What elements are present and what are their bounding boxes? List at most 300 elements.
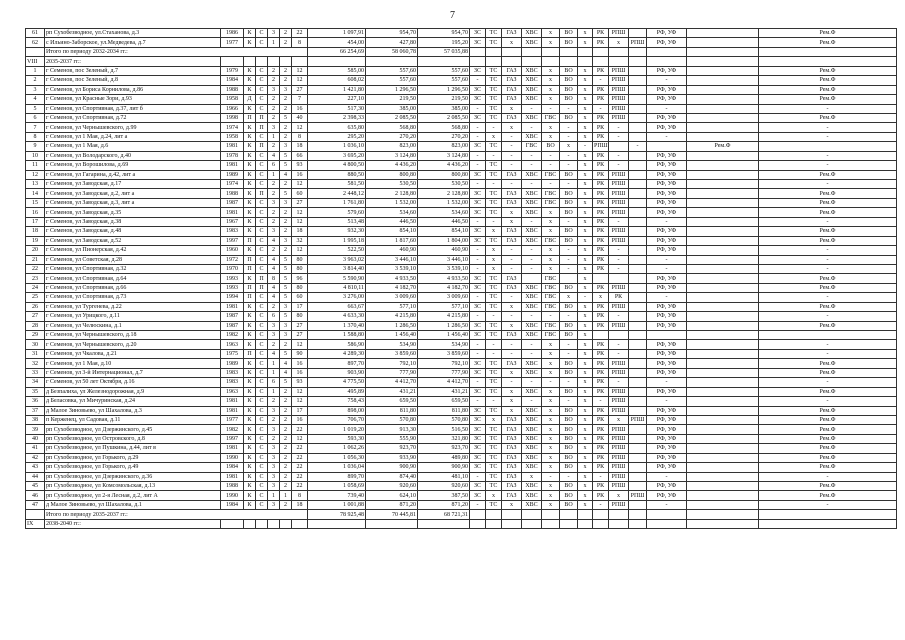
table-cell: РФ, УФ [647, 180, 687, 189]
table-cell: 4 933,50 [366, 274, 418, 283]
table-cell: 1963 [221, 387, 244, 396]
table-cell: 6 [268, 312, 280, 321]
table-cell: х [578, 264, 593, 273]
table-cell: П [244, 113, 256, 122]
table-cell: ГАЗ [502, 482, 522, 491]
table-cell: 4 436,20 [418, 161, 470, 170]
table-cell [609, 274, 629, 283]
table-cell: 585,00 [308, 66, 366, 75]
table-cell: ГАЗ [502, 66, 522, 75]
table-cell: 80 [292, 283, 308, 292]
table-cell: 3 [280, 331, 292, 340]
table-cell: Рем.Ф [759, 387, 897, 396]
table-cell: С [256, 453, 268, 462]
table-row [26, 123, 897, 132]
table-cell: ХВС [522, 208, 542, 217]
table-cell: К [244, 85, 256, 94]
table-cell: 1993 [221, 274, 244, 283]
table-cell: РК [593, 123, 609, 132]
table-cell: ХВС [522, 500, 542, 509]
table-cell: ВО [560, 227, 578, 236]
table-cell: ТС [486, 321, 502, 330]
table-cell: - [522, 104, 542, 113]
table-cell: ЗС [470, 85, 486, 94]
table-cell: РФ, УФ [647, 434, 687, 443]
table-cell [687, 472, 759, 481]
table-cell: ЗС [470, 274, 486, 283]
table-cell [687, 217, 759, 226]
table-cell: РФ, УФ [647, 453, 687, 462]
table-cell [687, 113, 759, 122]
table-cell: х [578, 331, 593, 340]
table-cell: Рем.Ф [759, 368, 897, 377]
table-cell [629, 349, 647, 358]
table-cell: - [593, 76, 609, 85]
table-cell: Рем.Ф [759, 491, 897, 500]
table-cell: 5 [280, 161, 292, 170]
table-cell: 7 [292, 95, 308, 104]
table-cell: ЗС [470, 463, 486, 472]
table-cell: ЗС [470, 142, 486, 151]
table-cell: - [647, 293, 687, 302]
table-cell [687, 246, 759, 255]
table-cell: РК [593, 66, 609, 75]
table-cell: 900,90 [418, 463, 470, 472]
table-cell: Рем.Ф [759, 208, 897, 217]
table-cell: С [256, 302, 268, 311]
table-cell: 12 [292, 208, 308, 217]
table-cell: С [256, 368, 268, 377]
table-cell: РК [593, 444, 609, 453]
table-cell: ВО [560, 95, 578, 104]
table-cell: К [244, 132, 256, 141]
table-cell: П [256, 113, 268, 122]
table-cell [560, 274, 578, 283]
table-cell: - [609, 264, 629, 273]
table-cell: 21 [26, 255, 45, 264]
table-cell: С [256, 359, 268, 368]
table-cell: Рем.Ф [759, 113, 897, 122]
table-cell: 1981 [221, 142, 244, 151]
table-row [26, 434, 897, 443]
table-cell: х [542, 29, 560, 38]
table-cell: - [522, 217, 542, 226]
table-cell [629, 312, 647, 321]
table-cell: 4 [268, 236, 280, 245]
table-row [26, 198, 897, 207]
table-cell: ТС [486, 38, 502, 47]
table-cell: 495,89 [308, 387, 366, 396]
table-row [26, 180, 897, 189]
table-cell: 14 [26, 189, 45, 198]
table-cell: 4 810,11 [308, 283, 366, 292]
table-cell: 1981 [221, 406, 244, 415]
table-cell: - [470, 246, 486, 255]
table-cell: 1990 [221, 453, 244, 462]
table-cell: - [470, 123, 486, 132]
table-cell: 3 [26, 85, 45, 94]
table-cell: 3 859,60 [418, 349, 470, 358]
table-cell: 3 539,10 [418, 264, 470, 273]
table-cell: 2 085,50 [418, 113, 470, 122]
table-cell: К [244, 142, 256, 151]
table-cell: 1 817,60 [366, 236, 418, 245]
table-cell: 1970 [221, 264, 244, 273]
table-cell [687, 312, 759, 321]
table-cell: С [256, 95, 268, 104]
table-cell: 5 590,90 [308, 274, 366, 283]
table-cell: С [256, 434, 268, 443]
table-cell: 4 289,30 [308, 349, 366, 358]
table-cell: С [256, 38, 268, 47]
table-cell: 2 [268, 104, 280, 113]
table-cell: - [609, 255, 629, 264]
table-cell: - [647, 378, 687, 387]
table-cell: - [542, 312, 560, 321]
table-cell: 60 [292, 189, 308, 198]
table-cell [629, 151, 647, 160]
table-cell: К [244, 208, 256, 217]
table-cell: 5 [280, 113, 292, 122]
table-cell: х [578, 340, 593, 349]
table-cell: - [486, 397, 502, 406]
table-cell: 2 [280, 29, 292, 38]
table-cell: - [470, 264, 486, 273]
table-cell: К [244, 66, 256, 75]
address-cell: г Семенов, ул Заводская, д.3, лит а [45, 198, 221, 207]
table-cell: 47 [26, 500, 45, 509]
table-cell: С [256, 29, 268, 38]
table-cell: 16 [292, 104, 308, 113]
table-cell: - [470, 472, 486, 481]
table-cell: 39 [26, 425, 45, 434]
table-cell: х [542, 123, 560, 132]
table-cell: 1988 [221, 85, 244, 94]
table-cell: 26 [26, 302, 45, 311]
table-cell: РК [593, 482, 609, 491]
table-cell: 2 [268, 217, 280, 226]
table-cell: С [256, 255, 268, 264]
housing-register-table [25, 28, 897, 529]
table-cell: С [256, 217, 268, 226]
table-cell: 2 [280, 227, 292, 236]
table-cell: ХВС [522, 425, 542, 434]
table-cell: ГАЗ [502, 453, 522, 462]
table-cell: 739,40 [308, 491, 366, 500]
address-cell: г Семенов, ул Бориса Корнилова, д.86 [45, 85, 221, 94]
table-cell: - [522, 397, 542, 406]
table-cell: - [560, 349, 578, 358]
table-row [26, 170, 897, 179]
table-cell: х [578, 29, 593, 38]
table-cell: 27 [292, 85, 308, 94]
table-cell: С [256, 208, 268, 217]
table-cell: РПШ [629, 491, 647, 500]
table-cell: ЗС [470, 208, 486, 217]
table-cell: - [522, 180, 542, 189]
subtotal-value: 66 254,69 [308, 47, 366, 56]
table-row [26, 397, 897, 406]
table-cell [629, 198, 647, 207]
table-cell: 1 [268, 38, 280, 47]
table-cell: ВО [560, 425, 578, 434]
table-cell [629, 500, 647, 509]
table-cell: 2 [280, 246, 292, 255]
table-cell: ГАЗ [502, 29, 522, 38]
table-cell: 62 [26, 38, 45, 47]
table-cell [629, 123, 647, 132]
table-cell: - [560, 397, 578, 406]
table-cell [647, 142, 687, 151]
table-cell: х [542, 491, 560, 500]
table-cell: 42 [26, 453, 45, 462]
table-row [26, 283, 897, 292]
table-cell: - [542, 378, 560, 387]
table-cell [609, 331, 629, 340]
table-cell: 1989 [221, 170, 244, 179]
table-row [26, 302, 897, 311]
table-cell: РПШ [609, 236, 629, 245]
table-cell: 60 [292, 293, 308, 302]
table-cell: - [647, 217, 687, 226]
address-cell: г Семенов, ул Пионерская, д.42 [45, 246, 221, 255]
table-cell: 3 [268, 500, 280, 509]
table-cell: 25 [26, 293, 45, 302]
table-cell: х [593, 293, 609, 302]
table-cell: 5 [280, 378, 292, 387]
table-cell: 4 215,80 [418, 312, 470, 321]
table-cell: ТС [486, 208, 502, 217]
table-cell [629, 302, 647, 311]
table-cell: 4 182,70 [418, 283, 470, 292]
table-cell: 19 [26, 236, 45, 245]
table-cell: П [244, 349, 256, 358]
table-cell: 5 [26, 104, 45, 113]
table-cell: - [759, 349, 897, 358]
address-cell: г Семенов, ул 1 Мая, д.10 [45, 359, 221, 368]
table-cell: х [578, 170, 593, 179]
table-cell: РФ, УФ [647, 189, 687, 198]
table-cell: 871,20 [418, 500, 470, 509]
table-cell: х [522, 472, 542, 481]
table-cell: - [759, 472, 897, 481]
table-cell: 1 286,50 [418, 321, 470, 330]
table-cell: 22 [26, 264, 45, 273]
table-cell: 44 [26, 472, 45, 481]
table-cell: х [578, 113, 593, 122]
section-label: 2035-2037 гг.: [45, 57, 221, 66]
address-cell: г Семенов, ул Спортивная, д.64 [45, 274, 221, 283]
table-cell: С [256, 198, 268, 207]
table-cell: 2 128,80 [418, 189, 470, 198]
address-cell: г Семенов, ул Чернышевского, д.99 [45, 123, 221, 132]
table-cell: 18 [26, 227, 45, 236]
address-cell: г Семенов, ул Урицкого, д.11 [45, 312, 221, 321]
table-cell: 5 [280, 293, 292, 302]
table-cell: 3 446,10 [366, 255, 418, 264]
table-cell: - [759, 340, 897, 349]
table-cell: - [470, 132, 486, 141]
table-cell: РПШ [609, 76, 629, 85]
table-cell: 2 [280, 132, 292, 141]
table-cell: К [244, 359, 256, 368]
table-cell: 1 001,88 [308, 500, 366, 509]
table-cell: х [578, 491, 593, 500]
table-cell: 6 [26, 113, 45, 122]
table-cell: ГАЗ [502, 95, 522, 104]
table-cell: 13 [26, 180, 45, 189]
table-cell [629, 397, 647, 406]
table-cell: ГАЗ [502, 170, 522, 179]
table-cell: РФ, УФ [647, 463, 687, 472]
table-cell: П [256, 123, 268, 132]
table-cell: 586,90 [308, 340, 366, 349]
table-row [26, 38, 897, 47]
table-cell: х [542, 463, 560, 472]
table-cell: П [256, 283, 268, 292]
table-cell: 923,70 [418, 444, 470, 453]
table-cell: ГАЗ [502, 198, 522, 207]
table-cell: х [542, 387, 560, 396]
table-cell: 792,10 [366, 359, 418, 368]
table-cell: ГАЗ [502, 274, 522, 283]
table-cell: РК [593, 349, 609, 358]
table-cell: 1988 [221, 482, 244, 491]
table-cell: РК [593, 189, 609, 198]
table-cell: ЗС [470, 331, 486, 340]
table-cell: ВО [560, 415, 578, 424]
table-cell [629, 180, 647, 189]
table-cell: 28 [26, 321, 45, 330]
table-cell: Рем.Ф [759, 66, 897, 75]
table-cell: 219,50 [418, 95, 470, 104]
table-cell: П [244, 236, 256, 245]
table-cell: - [647, 500, 687, 509]
table-cell: К [244, 76, 256, 85]
table-cell: - [502, 180, 522, 189]
table-cell: ВО [560, 198, 578, 207]
table-cell: 1975 [221, 349, 244, 358]
table-cell: РК [593, 170, 609, 179]
table-row [26, 359, 897, 368]
table-cell: К [244, 415, 256, 424]
table-cell: РПШ [609, 283, 629, 292]
table-cell: РФ, УФ [647, 444, 687, 453]
table-cell: 4 [268, 349, 280, 358]
table-cell: РК [593, 161, 609, 170]
table-cell: 4 633,30 [308, 312, 366, 321]
table-cell: РПШ [609, 95, 629, 104]
table-cell: РПШ [609, 321, 629, 330]
table-cell: 2 [280, 415, 292, 424]
table-cell: ВО [560, 38, 578, 47]
table-cell: - [759, 246, 897, 255]
table-cell: 37 [26, 406, 45, 415]
table-cell [629, 378, 647, 387]
table-cell [629, 236, 647, 245]
table-row [26, 321, 897, 330]
section-number: VIII [26, 57, 45, 66]
table-row [26, 472, 897, 481]
table-row [26, 29, 897, 38]
table-cell: х [542, 368, 560, 377]
table-cell: 1984 [221, 76, 244, 85]
table-cell: РК [593, 491, 609, 500]
table-cell [687, 180, 759, 189]
table-cell: П [256, 274, 268, 283]
table-cell: 871,20 [366, 500, 418, 509]
table-row [26, 293, 897, 302]
address-cell: рп Сухобезводное, ул Горького, д.49 [45, 463, 221, 472]
table-cell: 1 [268, 491, 280, 500]
table-cell: ВО [542, 142, 560, 151]
table-cell: - [502, 340, 522, 349]
table-cell: 920,60 [366, 482, 418, 491]
table-cell: ВО [560, 463, 578, 472]
table-cell: 4 215,80 [366, 312, 418, 321]
table-cell: 2 [268, 302, 280, 311]
table-cell: 923,70 [366, 444, 418, 453]
table-cell: 2 128,80 [366, 189, 418, 198]
table-cell: х [502, 500, 522, 509]
table-cell: 1 532,00 [418, 198, 470, 207]
table-cell: К [244, 198, 256, 207]
table-cell: К [244, 368, 256, 377]
table-cell: 22 [292, 444, 308, 453]
table-cell: РФ, УФ [647, 151, 687, 160]
table-cell: 823,00 [366, 142, 418, 151]
table-cell: - [609, 151, 629, 160]
table-cell: х [578, 425, 593, 434]
table-cell: х [609, 415, 629, 424]
table-cell: х [578, 161, 593, 170]
table-cell: РФ, УФ [647, 170, 687, 179]
table-cell: - [522, 378, 542, 387]
table-cell: - [759, 312, 897, 321]
table-cell: Рем.Ф [759, 274, 897, 283]
table-cell: 2 [280, 76, 292, 85]
table-cell: РФ, УФ [647, 283, 687, 292]
table-cell: х [578, 463, 593, 472]
table-cell: С [256, 491, 268, 500]
table-cell: 1984 [221, 500, 244, 509]
table-cell: 2 [268, 189, 280, 198]
table-cell: ХВС [522, 415, 542, 424]
table-cell: РК [593, 378, 609, 387]
table-cell: ВО [560, 434, 578, 443]
table-cell: х [578, 302, 593, 311]
table-cell: х [578, 387, 593, 396]
table-cell: Рем.Ф [759, 95, 897, 104]
table-cell: - [560, 312, 578, 321]
table-cell: РФ, УФ [647, 349, 687, 358]
table-row [26, 406, 897, 415]
address-cell: рп Сухобезводное, ул 2-я Лесная, д.2, лит А [45, 491, 221, 500]
table-cell: 22 [292, 453, 308, 462]
table-cell: х [578, 208, 593, 217]
table-cell: ХВС [522, 321, 542, 330]
table-cell: 3 695,20 [308, 151, 366, 160]
table-cell: 66 [292, 151, 308, 160]
table-cell: ЗС [470, 227, 486, 236]
table-cell: ВО [560, 85, 578, 94]
table-cell: ХВС [522, 29, 542, 38]
table-cell: ВО [560, 302, 578, 311]
table-cell: ВО [560, 66, 578, 75]
table-cell [687, 293, 759, 302]
address-cell: г Семенов, ул Заводская, д.52 [45, 236, 221, 245]
table-cell: - [609, 132, 629, 141]
